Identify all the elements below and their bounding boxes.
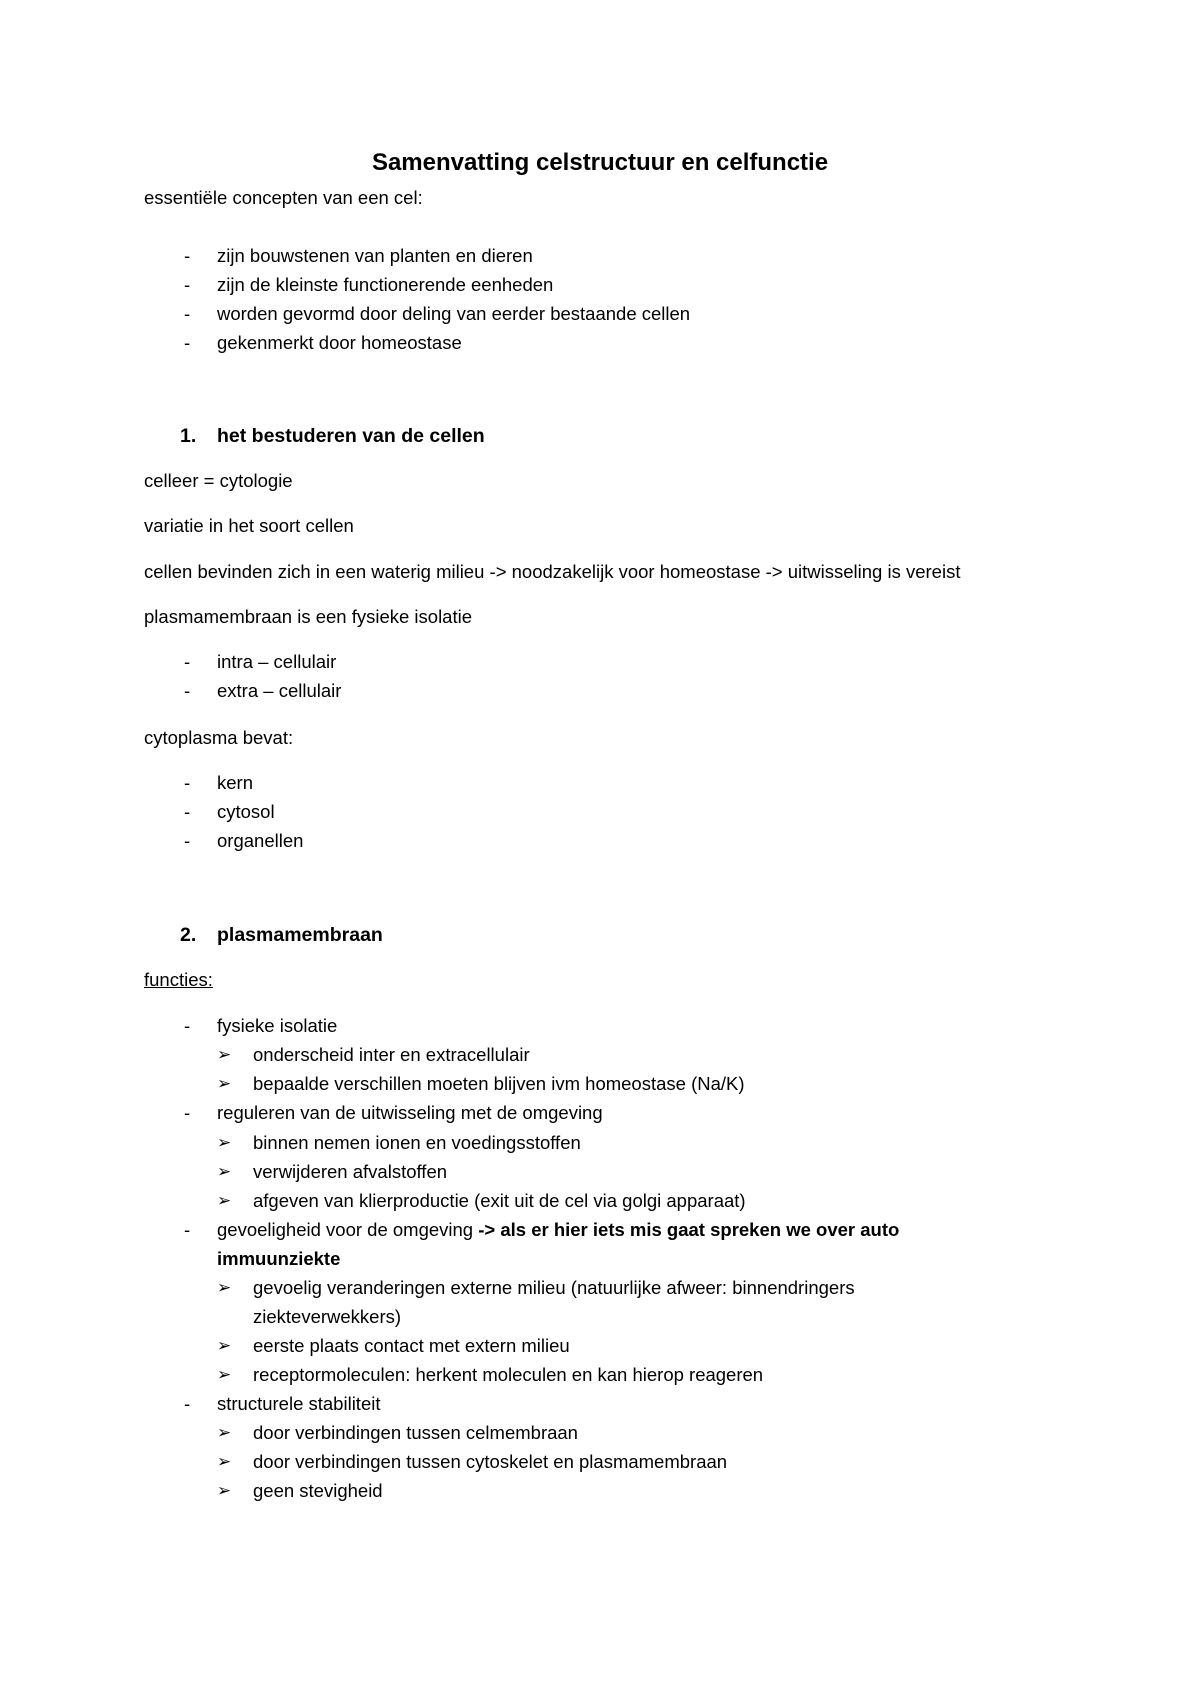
arrow-bullet-icon: ➢: [217, 1423, 232, 1442]
dash-marker: -: [184, 1393, 191, 1414]
arrow-bullet-icon: ➢: [217, 1278, 232, 1297]
section-1-number: 1.: [180, 425, 197, 447]
arrow-bullet-icon: ➢: [217, 1133, 232, 1152]
paragraph: variatie in het soort cellen: [144, 515, 354, 536]
dash-marker: -: [184, 245, 191, 266]
dash-marker: -: [184, 332, 191, 353]
cytoplasm-item: kern: [217, 772, 253, 793]
document-title: Samenvatting celstructuur en celfunctie: [371, 149, 829, 176]
dash-marker: -: [184, 303, 191, 324]
dash-marker: -: [184, 1102, 191, 1123]
paragraph: cytoplasma bevat:: [144, 727, 294, 748]
section-2-number: 2.: [180, 924, 197, 946]
function-item-emphasis-continued: immuunziekte: [217, 1248, 341, 1269]
section-1-heading: het bestuderen van de cellen: [217, 425, 485, 447]
cytoplasm-item: cytosol: [217, 801, 275, 822]
arrow-bullet-icon: ➢: [217, 1162, 232, 1181]
arrow-bullet-icon: ➢: [217, 1191, 232, 1210]
function-sub-item: afgeven van klierproductie (exit uit de cel via golgi apparaat): [253, 1190, 746, 1211]
intro-item: worden gevormd door deling van eerder bestaande cellen: [217, 303, 691, 324]
functions-label: functies:: [144, 969, 213, 990]
function-item: fysieke isolatie: [217, 1015, 338, 1036]
section-2-heading: plasmamembraan: [217, 924, 383, 946]
paragraph: cellen bevinden zich in een waterig milieu -> noodzakelijk voor homeostase -> uitwisseling is vereist: [144, 561, 961, 582]
function-sub-item: binnen nemen ionen en voedingsstoffen: [253, 1132, 581, 1153]
dash-marker: -: [184, 1219, 191, 1240]
arrow-bullet-icon: ➢: [217, 1365, 232, 1384]
function-item: [217, 1218, 899, 1242]
intro-item: gekenmerkt door homeostase: [217, 332, 462, 353]
membrane-item: extra – cellulair: [217, 680, 342, 701]
function-sub-item: receptormoleculen: herkent moleculen en kan hierop reageren: [253, 1364, 764, 1385]
function-item-label: gevoeligheid voor de omgeving: [217, 1219, 474, 1240]
arrow-bullet-icon: ➢: [217, 1452, 232, 1471]
function-item-emphasis: -> als er hier iets mis gaat spreken we over auto: [478, 1219, 900, 1240]
arrow-bullet-icon: ➢: [217, 1481, 232, 1500]
function-sub-item: geen stevigheid: [253, 1480, 383, 1501]
function-sub-item: eerste plaats contact met extern milieu: [253, 1335, 570, 1356]
intro-label: essentiële concepten van een cel:: [144, 187, 423, 208]
dash-marker: -: [184, 801, 191, 822]
intro-item: zijn bouwstenen van planten en dieren: [217, 245, 533, 266]
dash-marker: -: [184, 274, 191, 295]
dash-marker: -: [184, 651, 191, 672]
function-sub-item: door verbindingen tussen celmembraan: [253, 1422, 578, 1443]
function-sub-item: gevoelig veranderingen externe milieu (natuurlijke afweer: binnendringers: [253, 1277, 855, 1298]
arrow-bullet-icon: ➢: [217, 1336, 232, 1355]
dash-marker: -: [184, 772, 191, 793]
function-item: structurele stabiliteit: [217, 1393, 381, 1414]
dash-marker: -: [184, 1015, 191, 1036]
arrow-bullet-icon: ➢: [217, 1045, 232, 1064]
membrane-item: intra – cellulair: [217, 651, 337, 672]
dash-marker: -: [184, 830, 191, 851]
function-sub-item: verwijderen afvalstoffen: [253, 1161, 448, 1182]
function-sub-item: onderscheid inter en extracellulair: [253, 1044, 530, 1065]
function-sub-item-continued: ziekteverwekkers): [253, 1306, 402, 1327]
intro-item: zijn de kleinste functionerende eenheden: [217, 274, 554, 295]
function-sub-item: door verbindingen tussen cytoskelet en plasmamembraan: [253, 1451, 728, 1472]
dash-marker: -: [184, 680, 191, 701]
arrow-bullet-icon: ➢: [217, 1074, 232, 1093]
cytoplasm-item: organellen: [217, 830, 304, 851]
paragraph: plasmamembraan is een fysieke isolatie: [144, 606, 473, 627]
paragraph: celleer = cytologie: [144, 470, 293, 491]
function-sub-item: bepaalde verschillen moeten blijven ivm homeostase (Na/K): [253, 1073, 745, 1094]
function-item: reguleren van de uitwisseling met de omgeving: [217, 1102, 603, 1123]
